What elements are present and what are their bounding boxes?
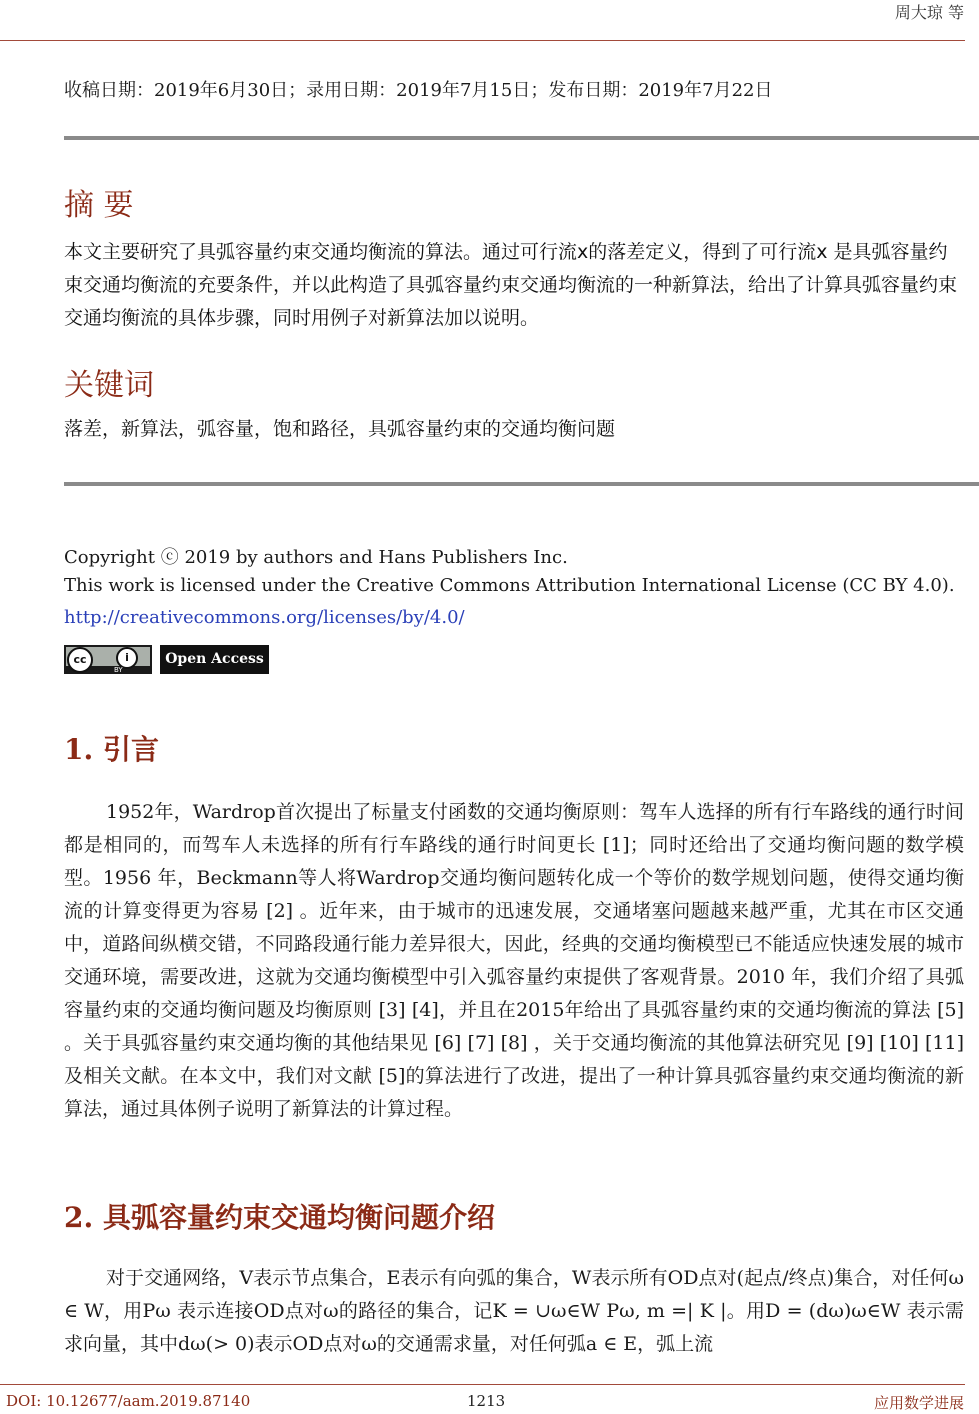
- keywords-body: 落差，新算法，弧容量，饱和路径，具弧容量约束的交通均衡问题: [64, 418, 616, 440]
- section2-title: 具弧容量约束交通均衡问题介绍: [102, 1201, 495, 1234]
- license-link[interactable]: http://creativecommons.org/licenses/by/4.0/: [64, 607, 465, 628]
- abstract-top-rule: [64, 136, 979, 140]
- cc-by-badge[interactable]: [64, 645, 152, 674]
- section1-number: 1.: [64, 733, 94, 766]
- header-rule: [0, 40, 965, 41]
- copyright-line: Copyright ⓒ 2019 by authors and Hans Publishers Inc.: [64, 547, 568, 568]
- footer-doi[interactable]: DOI: 10.12677/aam.2019.87140: [6, 1392, 251, 1410]
- section2-paragraph: 对于交通网络，V表示节点集合，E表示有向弧的集合，W表示所有OD点对(起点/终点)集合，对任何ω ∈ W，用Pω 表示连接OD点对ω的路径的集合，记K = ∪ω∈W Pω, m =| K |。用D = (dω)ω∈W 表示需求向量，其中dω(> 0)表示OD点对ω的交通需求量，对任何弧a ∈ E，弧上流: [64, 1267, 964, 1355]
- publication-dates: 收稿日期：2019年6月30日；录用日期：2019年7月15日；发布日期：2019年7月22日: [64, 80, 773, 101]
- section1-heading: [64, 728, 159, 768]
- section1-paragraph: 1952年，Wardrop首次提出了标量支付函数的交通均衡原则：驾车人选择的所有行车路线的通行时间都是相同的，而驾车人未选择的所有行车路线的通行时间更长 [1]；同时还给出了交通均衡问题的数学模型。1956 年，Beckmann等人将Wardrop交通均衡问题转化成一个等价的数学规划问题，使得交通均衡流的计算变得更为容易 [2] 。近年来，由于城市的迅速发展，交通堵塞问题越来越严重，尤其在市区交通中，道路间纵横交错，不同路段通行能力差异很大，因此，经典的交通均衡模型已不能适应快速发展的城市交通环境，需要改进，这就为交通均衡模型中引入弧容量约束提供了客观背景。2010 年，我们介绍了具弧容量约束的交通均衡问题及均衡原则 [3] [4]，并且在2015年给出了具弧容量约束的交通均衡流的算法 [5] 。关于具弧容量约束交通均衡的其他结果见 [6] [7] [8] ，关于交通均衡流的其他算法研究见 [9] [10] [11]及相关文献。在本文中，我们对文献 [5]的算法进行了改进，提出了一种计算具弧容量约束交通均衡流的新算法，通过具体例子说明了新算法的计算过程。: [64, 801, 964, 1120]
- section2-body: [64, 1262, 964, 1361]
- by-label: BY: [114, 666, 123, 674]
- section1-body: [64, 796, 964, 1126]
- license-line: This work is licensed under the Creative Commons Attribution International License (CC BY 4.0).: [64, 575, 955, 596]
- section2-heading: [64, 1196, 495, 1236]
- footer-rule: [0, 1384, 965, 1385]
- footer-page-number: 1213: [467, 1392, 506, 1410]
- header-author: 周大琼 等: [894, 3, 964, 22]
- keywords-title: 关键词: [64, 368, 154, 403]
- abstract-bottom-rule: [64, 482, 979, 486]
- open-access-badge[interactable]: Open Access: [160, 645, 269, 674]
- abstract-body: 本文主要研究了具弧容量约束交通均衡流的算法。通过可行流x的落差定义，得到了可行流x 是具弧容量约束交通均衡流的充要条件，并以此构造了具弧容量约束交通均衡流的一种新算法，给出了计算具弧容量约束交通均衡流的具体步骤，同时用例子对新算法加以说明。: [64, 241, 958, 329]
- section2-number: 2.: [64, 1201, 94, 1234]
- footer-journal[interactable]: 应用数学进展: [873, 1394, 964, 1412]
- section1-title: 引言: [102, 733, 159, 766]
- abstract-title: 摘 要: [64, 188, 134, 223]
- cc-icon: cc: [67, 647, 93, 673]
- person-icon: i: [116, 647, 138, 669]
